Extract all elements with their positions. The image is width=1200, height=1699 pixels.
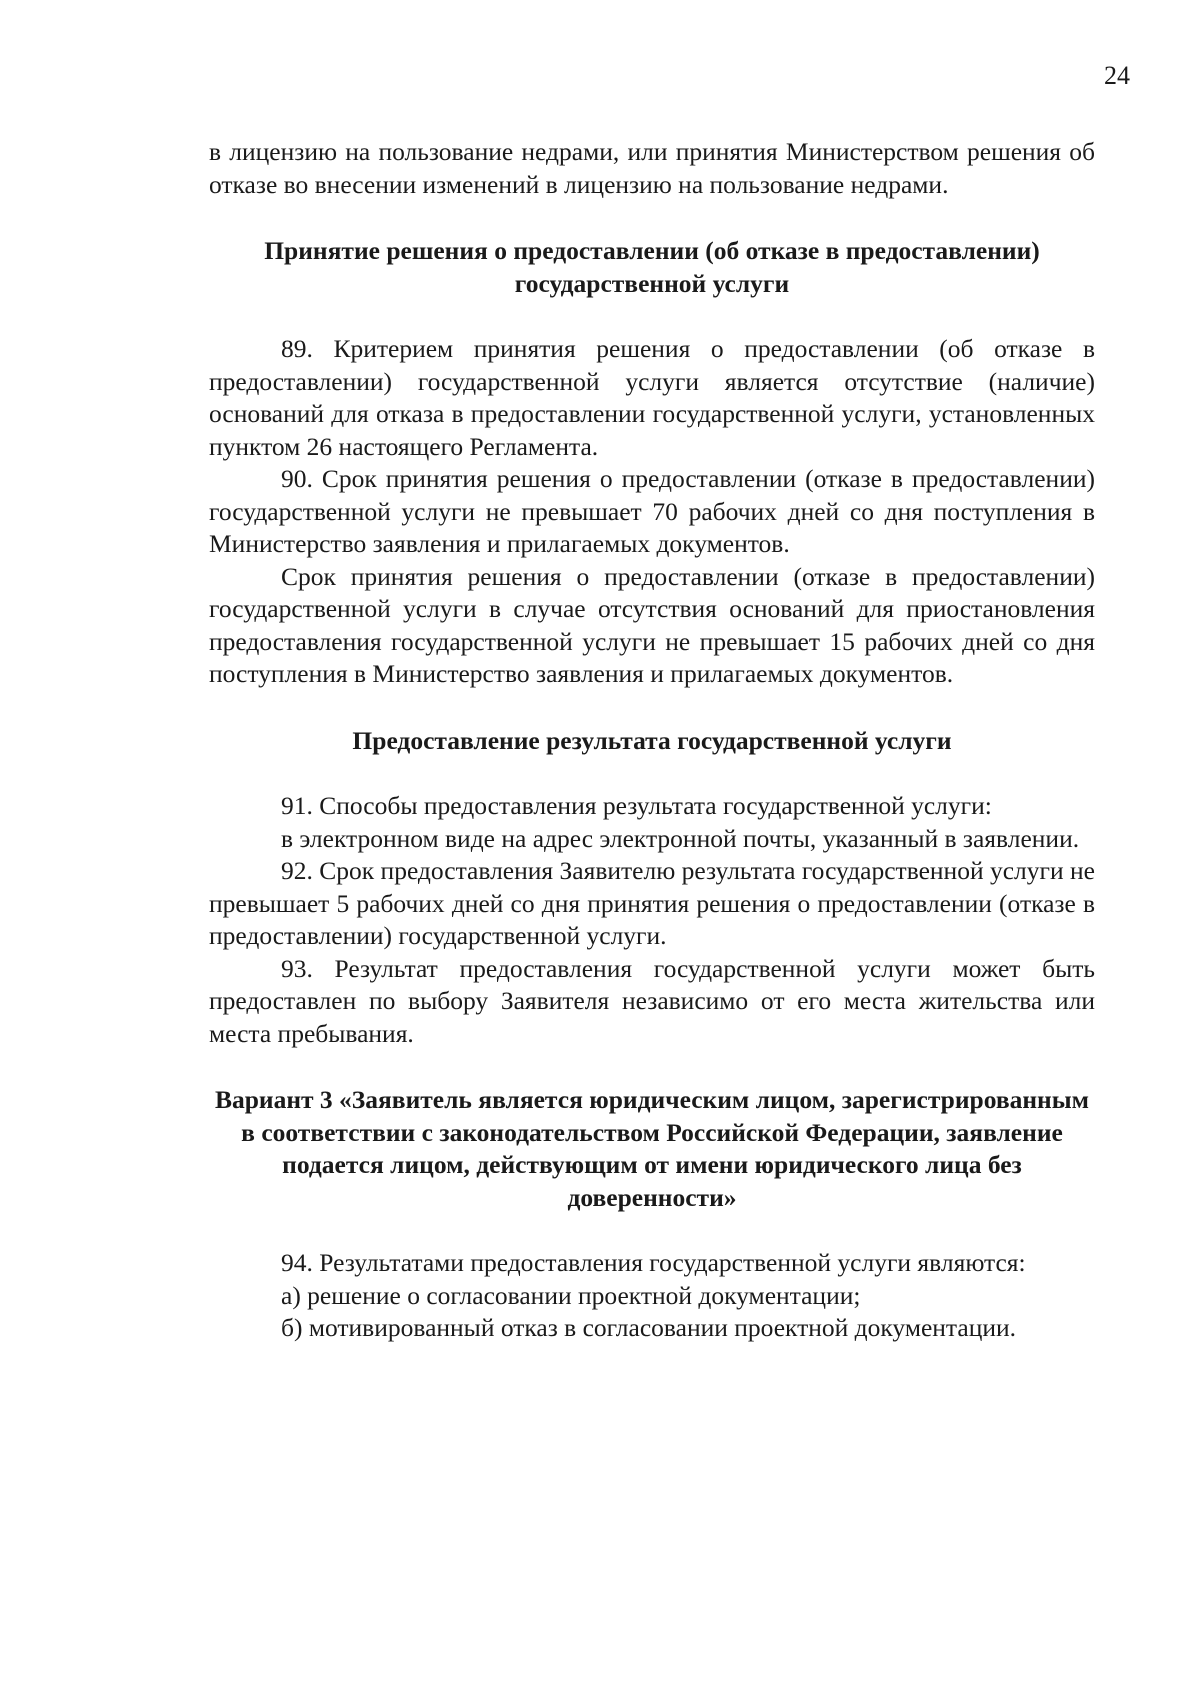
- paragraph-89: 89. Критерием принятия решения о предоставлении (об отказе в предоставлении) государственной услуги является отсутствие (наличие) оснований для отказа в предоставлении государственной услуги, установленных пунктом 26 настоящего Регламента.: [209, 334, 1095, 461]
- paragraph-91-electronic: в электронном виде на адрес электронной почты, указанный в заявлении.: [281, 823, 1080, 853]
- paragraph-92: 92. Срок предоставления Заявителю результата государственной услуги не превышает 5 рабочих дней со дня принятия решения о предоставлении (отказе в предоставлении) государственной услуги.: [209, 856, 1095, 950]
- paragraph-94-a: а) решение о согласовании проектной документации;: [281, 1280, 861, 1310]
- section-heading-decision: Принятие решения о предоставлении (об отказе в предоставлении) государственной услуги: [264, 236, 1040, 298]
- intro-paragraph: в лицензию на пользование недрами, или принятия Министерством решения об отказе во внесении изменений в лицензию на пользование недрами.: [209, 137, 1095, 199]
- paragraph-94-b: б) мотивированный отказ в согласовании проектной документации.: [281, 1313, 1017, 1342]
- document-body: [209, 136, 1095, 1345]
- section-variant-3-body: [209, 1247, 1095, 1345]
- section-heading-result-delivery: Предоставление результата государственной услуги: [352, 725, 952, 755]
- section-result-delivery-body: [209, 790, 1095, 1050]
- paragraph-90-term: Срок принятия решения о предоставлении (отказе в предоставлении) государственной услуги в случае отсутствия оснований для приостановления предоставления государственной услуги не превышает 15 рабочих дней со дня поступления в Министерство заявления и прилагаемых документов.: [209, 561, 1095, 688]
- paragraph-91: 91. Способы предоставления результата государственной услуги:: [281, 791, 992, 820]
- paragraph-93: 93. Результат предоставления государственной услуги может быть предоставлен по выбору Заявителя независимо от его места жительства или места пребывания.: [209, 953, 1095, 1048]
- section-decision-body: [209, 333, 1095, 691]
- paragraph-90: 90. Срок принятия решения о предоставлении (отказе в предоставлении) государственной услуги не превышает 70 рабочих дней со дня поступления в Министерство заявления и прилагаемых документов.: [209, 464, 1095, 558]
- page-number: 24: [1104, 61, 1130, 90]
- paragraph-94: 94. Результатами предоставления государственной услуги являются:: [281, 1248, 1026, 1277]
- section-heading-variant-3: Вариант 3 «Заявитель является юридическим лицом, зарегистрированным в соответствии с законодательством Российской Федерации, заявление подается лицом, действующим от имени юридического лица без доверенности»: [214, 1085, 1090, 1212]
